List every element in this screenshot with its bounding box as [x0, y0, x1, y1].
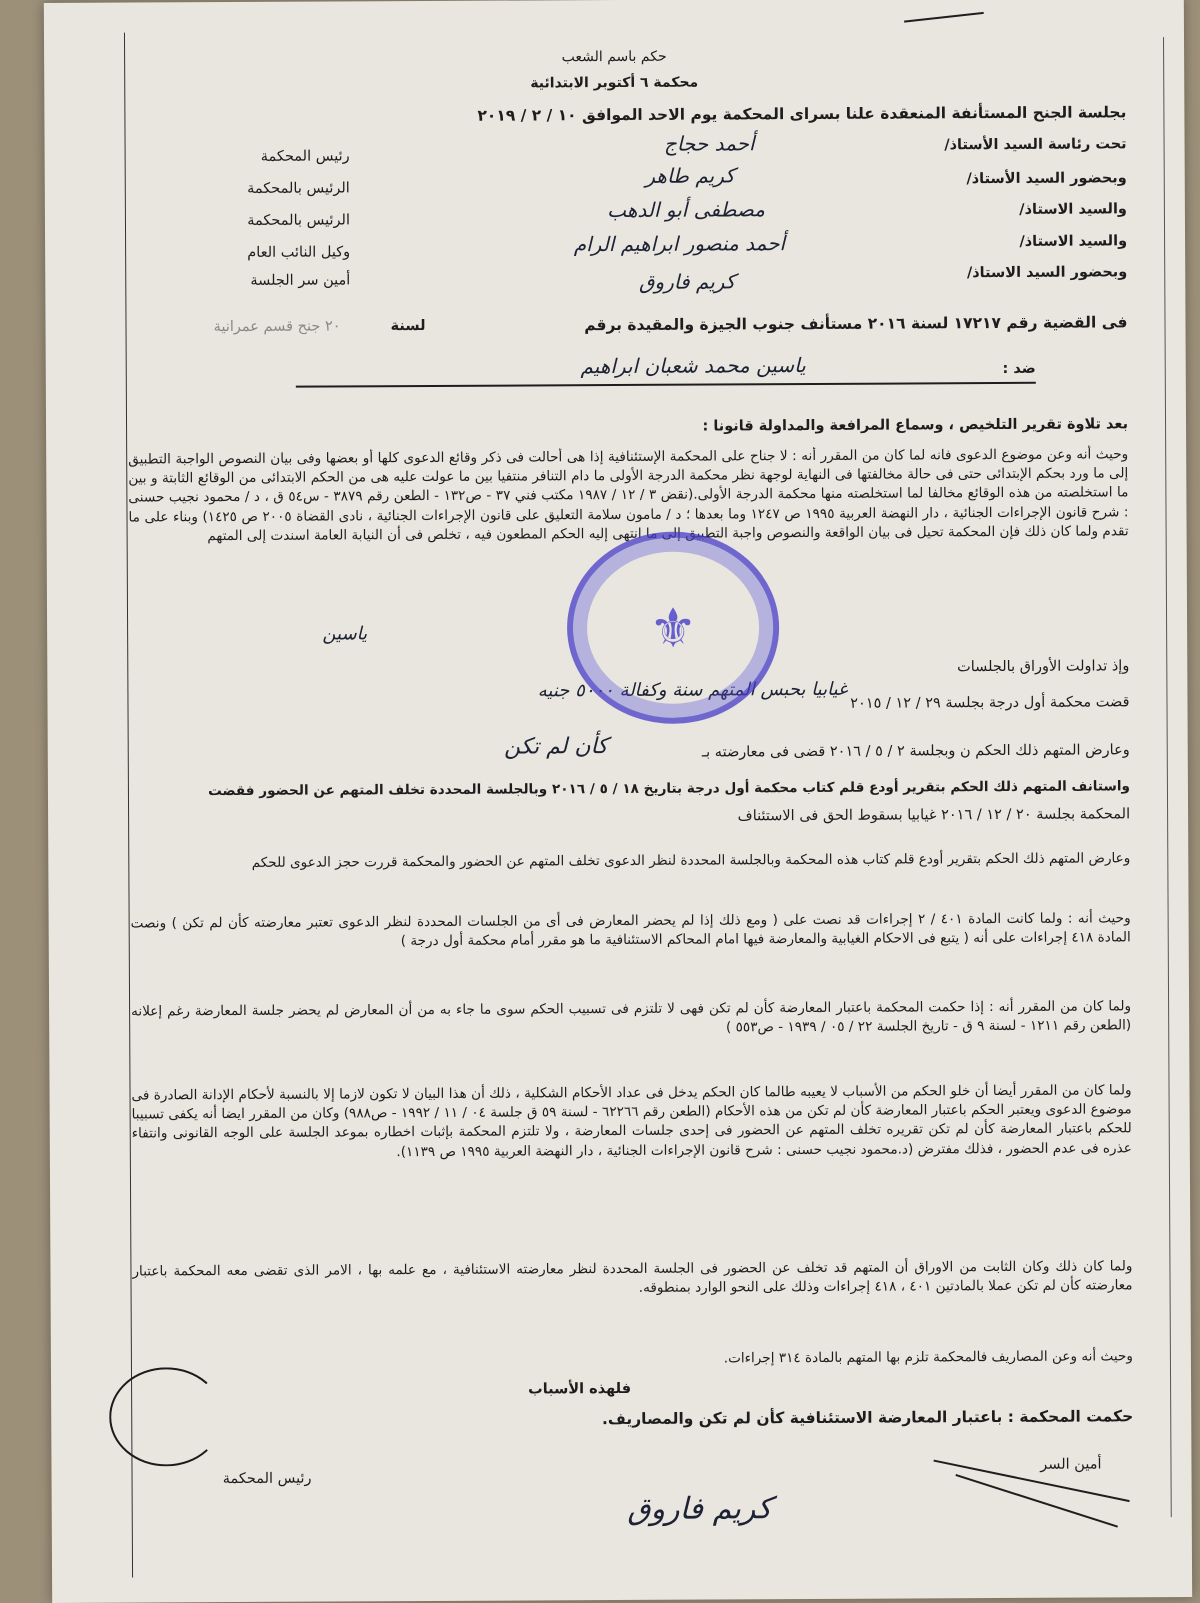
bench-role-2: الرئيس بالمحكمة: [247, 180, 350, 197]
bench-role-4: وكيل النائب العام: [247, 244, 351, 261]
eagle-emblem-icon: ⚜: [648, 596, 698, 660]
defendant-name: ياسين محمد شعبان ابراهيم: [580, 353, 806, 379]
paragraph-7: وحيث أنه وعن المصاريف فالمحكمة تلزم بها المتهم بالمادة ٣١٤ إجراءات.: [723, 1348, 1133, 1367]
paragraph-4: ولما كان من المقرر أنه : إذا حكمت المحكمة باعتبار المعارضة كأن لم تكن فهى لا تلتزم فى تسبيب الحكم سوى ما جاء به من أن المعارض لم يحضر جلسة المعارضة رغم إعلانه (الطعن رقم ١٢١١ - لسنة ٩ ق - تاريخ الجلسة ٢٢ / ٠٥ / ١٩٣٩ - ص٥٥٣ ): [131, 998, 1132, 1036]
bench-name-2: كريم طاهر: [645, 163, 735, 188]
first-instance-line: قضت محكمة أول درجة بجلسة ٢٩ / ١٢ / ٢٠١٥: [850, 694, 1130, 712]
paragraph-2: وعارض المتهم ذلك الحكم بتقرير أودع قلم كتاب هذه المحكمة وبالجلسة المحددة لنظر الدعوى تخلف المتهم عن الحضور والمحكمة قررت حجز الدعوى للحكم: [251, 850, 1131, 871]
opposition-line: وعارض المتهم ذلك الحكم ن وبجلسة ٢ / ٥ / ٢٠١٦ قضى فى معارضته بـ: [701, 742, 1130, 761]
president-signature-mark: [109, 1367, 224, 1467]
appeal-line: واستانف المتهم ذلك الحكم بتقرير أودع قلم كتاب محكمة أول درجة بتاريخ ١٨ / ٥ / ٢٠١٦ وبالجلسة المحددة تخلف المتهم عن الحضور فقضت: [208, 778, 1130, 800]
paragraph-3: وحيث أنه : ولما كانت المادة ٤٠١ / ٢ إجراءات قد نصت على ( ومع ذلك إذا لم يحضر المعارض فى أى من الجلسات المحددة لنظر الدعوى تعتبر معارضته كأن لم تكن ) ونصت المادة ٤١٨ إجراءات على أنه ( يتبع فى الاحكام الغيابية والمعارضة فيها امام المحاكم الاستئنافية ما هو مقرر أمام محكمة أول درجة ): [130, 910, 1131, 950]
paragraph-5: ولما كان من المقرر أيضا أن خلو الحكم من الأسباب لا يعيبه طالما كان الحكم يدخل فى عداد الأحكام الشكلية ، ذلك أن هذا البيان لا تكون لازما إلا بالنسبة لأحكام الإدانة الصادرة فى موضوع الدعوى ويعتبر الحكم باعتبار المعارضة كأن لم تكن من هذه الأحكام (الطعن رقم ٦٢٢٦٦ - لسنة ٥٩ ق جلسة ٠٤ / ١١ / ١٩٩٢ - ص٩٨٨) وكان من المقرر ايضا أنه يكفى تسبيبا للحكم باعتبار المعارضة كأن لم تكن تقريره تخلف المتهم عن الحضور فى إحدى جلسات المعارضة ، ولا تلتزم المحكمة بإثبات اخطاره بموعد الجلسة على الوجه القانونى وانتفاء عذره فى عدم الحضور ، فذلك مفترض (د.محمود نجيب حسنى : شرح قانون الإجراءات الجنائية ، دار النهضة العربية ١٩٩٥ ص ١١٣٩).: [131, 1082, 1132, 1160]
papers-line: وإذ تداولت الأوراق بالجلسات: [957, 658, 1130, 676]
bench-label-4: والسيد الاستاذ/: [1019, 233, 1128, 250]
case-number: ٢٠ جنح قسم عمرانية: [213, 318, 341, 336]
bench-role-5: أمين سر الجلسة: [250, 272, 351, 289]
paragraph-6: ولما كان ذلك وكان الثابت من الاوراق أن المتهم قد تخلف عن الحضور فى الجلسة المحددة لنظر معارضته الاستئنافية ، مع علمه بها ، الامر الذى تقضى معه المحكمة باعتبار معارضته كأن لم تكن عملا بالمادتين ٤٠١ ، ٤١٨ إجراءات وذلك على النحو الوارد بمنطوقه.: [132, 1258, 1133, 1297]
reasons-heading: فلهذه الأسباب: [528, 1380, 632, 1398]
case-line: فى القضية رقم ١٧٢١٧ لسنة ٢٠١٦ مستأنف جنوب الجيزة والمقيدة برقم: [584, 313, 1128, 335]
court-session-line: المحكمة بجلسة ٢٠ / ١٢ / ٢٠١٦ غيابيا بسقوط الحق فى الاستئناف: [737, 806, 1131, 825]
judgment-document: [44, 0, 1192, 1603]
bench-name-4: أحمد منصور ابراهيم الرام: [573, 231, 786, 257]
bench-role-3: الرئيس بالمحكمة: [247, 212, 351, 229]
bench-name-1: أحمد حجاج: [663, 131, 755, 156]
bench-label-3: والسيد الاستاذ/: [1019, 201, 1127, 218]
first-instance-hand: غيابيا بحبس المتهم سنة وكفالة ٥٠٠٠ جنيه: [537, 678, 848, 702]
bench-label-2: وبحضور السيد الأستاذ/: [966, 170, 1127, 188]
bench-role-1: رئيس المحكمة: [260, 148, 350, 165]
session-line: بجلسة الجنح المستأنفة المنعقدة علنا بسراى المحكمة يوم الاحد الموافق ١٠ / ٢ / ٢٠١٩: [477, 103, 1127, 125]
bench-label-1: تحت رئاسة السيد الأستاذ/: [944, 136, 1127, 154]
accused-name-hand: ياسين: [322, 623, 368, 645]
header-line1: حكم باسم الشعب: [561, 48, 667, 66]
bench-name-3: مصطفى أبو الدهب: [607, 197, 765, 223]
opposition-hand: كأن لم تكن: [503, 734, 608, 760]
signature-name-hand: كريم فاروق: [627, 1491, 772, 1527]
bench-name-5: كريم فاروق: [638, 269, 736, 294]
president-sign-label: رئيس المحكمة: [222, 1470, 312, 1488]
secretary-sign-label: أمين السر: [1040, 1456, 1102, 1473]
intro-line: بعد تلاوة تقرير التلخيص ، وسماع المرافعة والمداولة قانونا :: [702, 416, 1129, 435]
case-year-label: لسنة: [390, 318, 426, 335]
header-court: محكمة ٦ أكتوبر الابتدائية: [530, 74, 699, 92]
bench-label-5: وبحضور السيد الاستاذ/: [966, 264, 1128, 282]
verdict-line: حكمت المحكمة : باعتبار المعارضة الاستئنافية كأن لم تكن والمصاريف.: [601, 1407, 1134, 1429]
document-page: [44, 0, 1192, 1603]
paragraph-1: وحيث أنه وعن موضوع الدعوى فانه لما كان من المقرر أنه : لا جناح على المحكمة الإستئنافية إذا هى أحالت فى ذكر وقائع الدعوى كلها أو بعضها وفى بيان النصوص الواجبة التطبيق إلى ما ورد بحكم الإبتدائى حتى فى حالة مخالفتها فى النهاية لوجهة نظر محكمة الدرجة الأولى ما دام التنافر منتفيا بين ما عولت عليه هى من الحكم الابتدائى من الوقائع الثابتة و بين ما استخلصته من هذه الوقائع مخالفا لما استخلصته منها محكمة الدرجة الأولى.(نقض ٣ / ١٢ / ١٩٨٧ مكتب فني ٣٧ - ص١٣٢ - الطعن رقم ٣٨٧٩ - س٥٤ ق ، د / محمود نجيب حسنى : شرح قانون الإجراءات الجنائية ، دار النهضة العربية ١٩٩٥ ص ١٢٤٧ وما بعدها ؛ د / مامون سلامة التعليق على قانون الإجراءات الجنائية ، نادى القضاة ٢٠٠٥ ص ١٤٢٥) وبناء على ما تقدم ولما كان ذلك فإن المحكمة تحيل فى بيان الواقعة والنصوص واجبة التطبيق إلى ما انتهى إليه الحكم المطعون فيه ، تخلص فى أن النيابة العامة اسندت إلى المتهم: [128, 446, 1129, 544]
against-label: ضد :: [1002, 360, 1036, 377]
court-seal-stamp: [567, 531, 780, 724]
defendant-underline: [296, 382, 1036, 388]
